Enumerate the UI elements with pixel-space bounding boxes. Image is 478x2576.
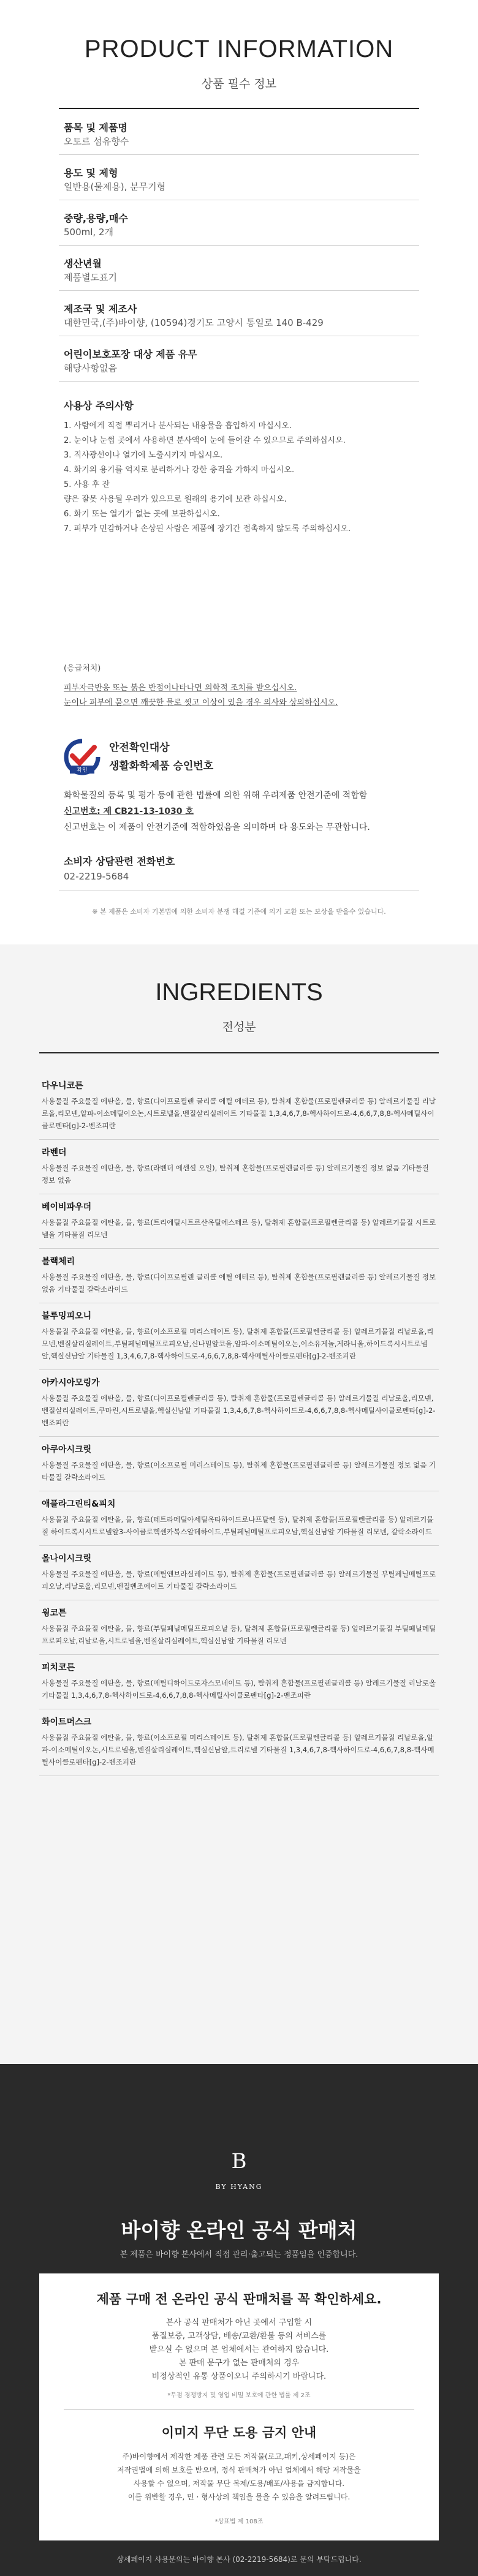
list-item xyxy=(39,1655,439,1709)
ingredient-name: 피치코튼 xyxy=(42,1663,75,1673)
emergency-line: 눈이나 피부에 묻으면 깨끗한 물로 씻고 이상이 있을 경우 의사와 상의하십시오. xyxy=(64,698,338,707)
ingredient-list xyxy=(39,1073,439,1776)
card-heading: 제품 구매 전 온라인 공식 판매처를 꼭 확인하세요. xyxy=(96,2292,382,2307)
list-item xyxy=(39,1546,439,1600)
card-line: 주)바이향에서 제작한 제품 관련 모든 저작물(로고,패키,상세페이지 등)은 xyxy=(122,2452,356,2461)
ingredient-text: 사용물질 주요물질 에탄올, 물, 향료(디이프로필렌 글리콜 에틸 에테르 등), 탈취제 혼합물(프로필렌글리콜 등) 알레르기물질 리날로올,리모넨,알파-이소메틸이오논,시트로넬올,벤질살리실레이트 기타물질 1,3,4,6,7,8-헥사하이드로-4,6,6,7,8,8-헥사메틸사이클로펜타[g]-2-벤조피란 xyxy=(42,1097,436,1130)
ingredients-section xyxy=(0,944,478,2064)
kc-title: 안전확인대상 xyxy=(109,742,170,754)
info-label: 생산년월 xyxy=(64,258,102,269)
ingredient-text: 사용물질 주요물질 에탄올, 물, 향료(이소프로필 미리스테이트 등), 탈취제 혼합물(프로필렌글리콜 등) 알레르기물질 리날로올,리모넨,벤질살리실레이트,부틸페닐메틸프로피오날,신나밀알코올,알파-이소메틸이오논,이소유게놀,게라니올,하이드록시시트로넬알,헥실신남알 기타물질 1,3,4,6,7,8-헥사하이드로-4,6,6,7,8,8-헥사메틸사이클로펜타[g]-2-벤조피란 xyxy=(42,1327,434,1360)
list-item xyxy=(39,1249,439,1303)
kc-report-number: 신고번호: 제 CB21-13-1030 호 xyxy=(64,807,194,816)
brand-logo-text: BY HYANG xyxy=(215,2183,263,2191)
card-line: 품질보증, 고객상담, 배송/교환/환불 등의 서비스를 xyxy=(151,2332,327,2341)
card-line: 본사 공식 판매처가 아닌 곳에서 구입할 시 xyxy=(165,2318,313,2327)
card-note: *상표법 제 108조 xyxy=(214,2518,264,2525)
ingredient-name: 윙코튼 xyxy=(42,1608,67,1618)
card-line: 받으실 수 없으며 본 업체에서는 관여하지 않습니다. xyxy=(149,2345,329,2354)
info-value: 해당사항없음 xyxy=(64,363,117,374)
ingredient-name: 올나이시크릿 xyxy=(42,1554,92,1564)
info-row xyxy=(59,290,419,336)
info-row xyxy=(59,154,419,200)
kc-body xyxy=(64,788,425,835)
card-body xyxy=(39,2316,439,2384)
consumer-phone-label: 소비자 상담관련 전화번호 xyxy=(64,856,175,867)
official-subtitle: 본 제품은 바이향 본사에서 직접 관리·출고되는 정품임을 인증합니다. xyxy=(120,2250,358,2259)
caution-line: 2. 눈이나 눈썹 곳에서 사용하면 분사액이 눈에 들어갈 수 있으므로 주의하십시오. xyxy=(64,436,346,445)
section-subtitle: 전성분 xyxy=(222,1020,256,1034)
caution-list xyxy=(64,419,417,537)
caution-line: 1. 사람에게 직접 뿌리거나 분사되는 내용물을 흡입하지 마십시오. xyxy=(64,421,292,431)
kc-subtitle: 생활화학제품 승인번호 xyxy=(109,760,214,772)
ingredient-name: 블루밍피오니 xyxy=(42,1311,92,1321)
info-label: 중량,용량,매수 xyxy=(64,213,128,224)
kc-mark-text: 확인 xyxy=(77,767,88,774)
ingredient-text: 사용물질 주요물질 에탄올, 물, 향료(라벤더 에센셜 오일), 탈취제 혼합물(프로필렌글리콜 등) 알레르기물질 정보 없음 기타물질 정보 없음 xyxy=(42,1164,429,1184)
ingredient-name: 아카시아모링가 xyxy=(42,1378,100,1388)
ingredient-name: 블랙체리 xyxy=(42,1257,75,1267)
ingredient-text: 사용물질 주요물질 에탄올, 물, 향료(이소프로필 미리스테이트 등), 탈취제 혼합물(프로필렌글리콜 등) 알레르기물질 정보 없음 기타물질 갈락소라이드 xyxy=(42,1461,436,1482)
divider xyxy=(64,2409,414,2410)
footer-text: 상세페이지 사용문의는 바이향 본사 (02-2219-5684)로 문의 부탁드립니다. xyxy=(116,2555,362,2564)
ingredient-text: 사용물질 주요물질 에탄올, 물, 향료(이소프로필 미리스테이트 등), 탈취제 혼합물(프로필렌글리콜 등) 알레르기물질 리날로올,알파-이소메틸이오논,시트로넬올,벤질살리실레이트,헥실신남알,트리로넬 기타물질 1,3,4,6,7,8-헥사하이드로-4,6,6,7,8,8-헥사메틸사이클로펜타[g]-2-벤조피란 xyxy=(42,1733,434,1766)
info-value: 500ml, 2개 xyxy=(64,227,113,238)
emergency-line: 피부자극반응 또는 붉은 반점이나타나면 의학적 조치를 받으십시오. xyxy=(64,684,297,693)
ingredient-text: 사용물질 주요물질 에탄올, 물, 향료(부틸페닐메틸프로피오날 등), 탈취제 혼합물(프로필렌글리콜 등) 알레르기물질 부틸페닐메틸프로피오날,리날로올,시트로넬올,벤질살리실레이트,헥실신남알 기타물질 리모넨 xyxy=(42,1624,436,1645)
caution-line: 4. 화기의 용기를 억지로 분리하거나 강한 충격을 가하지 마십시오. xyxy=(64,465,295,475)
section-title: INGREDIENTS xyxy=(155,979,323,1006)
card-line: 저작권법에 의해 보호를 받으며, 정식 판매처가 아닌 업체에서 해당 저작물을 xyxy=(117,2466,361,2474)
ingredient-text: 사용물질 주요물질 에탄올, 물, 향료(디이프로필렌글리콜 등), 탈취제 혼합물(프로필렌글리콜 등) 알레르기물질 리날로올,리모넨,벤질살리실레이트,쿠마린,시트로넬올,헥실신남알 기타물질 1,3,4,6,7,8-헥사하이드로-4,6,6,7,8,8-헥사메틸사이클로펜타[g]-2-벤조피란 xyxy=(42,1394,436,1427)
info-value: 제품별도표기 xyxy=(64,272,117,283)
divider xyxy=(39,1052,439,1053)
info-label: 용도 및 제형 xyxy=(64,167,118,179)
card-line: 이를 위반할 경우, 민 · 형사상의 책임을 물을 수 있음을 알려드립니다. xyxy=(127,2493,351,2501)
card-note: *무점 경쟁방지 및 영업 비밀 보호에 관한 법률 제 2조 xyxy=(167,2392,311,2399)
kc-line: 화학물질의 등록 및 평가 등에 관한 법률에 의한 위해 우려제품 안전기준에 적합함 xyxy=(64,791,368,800)
kc-safety-mark-icon xyxy=(64,739,101,775)
caution-title: 사용상 주의사항 xyxy=(64,400,134,412)
official-title: 바이향 온라인 공식 판매처 xyxy=(121,2218,357,2242)
info-row xyxy=(59,200,419,246)
svg-text:B: B xyxy=(231,2149,247,2174)
caution-line: 7. 피부가 민감하거나 손상된 사람은 제품에 장기간 접촉하지 않도록 주의하십시오. xyxy=(64,524,351,533)
list-item xyxy=(39,1303,439,1370)
section-title: PRODUCT INFORMATION xyxy=(84,36,394,62)
product-information-section xyxy=(0,0,478,944)
card-body xyxy=(39,2450,439,2504)
ingredient-name: 화이트머스크 xyxy=(42,1717,92,1727)
ingredient-text: 사용물질 주요물질 에탄올, 물, 향료(메틸엔브라실레이트 등), 탈취제 혼합물(프로필렌글리콜 등) 알레르기물질 부틸페닐메틸프로피오날,리날로올,리모넨,벤질벤조에이트 기타물질 갈락소라이드 xyxy=(42,1570,436,1591)
info-label: 어린이보호포장 대상 제품 유무 xyxy=(64,348,197,360)
emergency-title: (응급처치) xyxy=(64,664,101,673)
list-item xyxy=(39,1600,439,1655)
brand-logo-icon xyxy=(211,2144,267,2199)
info-value: 대한민국,(주)바이향, (10594)경기도 고양시 통일로 140 B-429 xyxy=(64,317,324,328)
list-item xyxy=(39,1437,439,1491)
section-subtitle: 상품 필수 정보 xyxy=(201,77,277,91)
card-line: 본 판매 문구가 없는 판매처의 경우 xyxy=(178,2359,300,2368)
ingredient-text: 사용물질 주요물질 에탄올, 물, 향료(트리에틸시트르산옥틸에스테르 등), 탈취제 혼합물(프로필렌글리콜 등) 알레르기물질 시트로넬올 기타물질 리모넨 xyxy=(42,1218,436,1239)
notice-text: ※ 본 제품은 소비자 기본법에 의한 소비자 분쟁 해결 기준에 의거 교환 또는 보상을 받을수 있습니다. xyxy=(92,908,386,916)
list-item xyxy=(39,1194,439,1249)
caution-line: 3. 직사광선이나 열기에 노출시키지 마십시오. xyxy=(64,451,223,460)
info-label: 제조국 및 제조사 xyxy=(64,303,137,315)
emergency-block xyxy=(64,661,417,710)
ingredient-text: 사용물질 주요물질 에탄올, 물, 향료(메틸디하이드로자스모네이트 등), 탈취제 혼합물(프로필렌글리콜 등) 알레르기물질 리날로올 기타물질 1,3,4,6,7,8-헥사하이드로-4,6,6,7,8,8-헥사메틸사이클로펜타[g]-2-벤조피란 xyxy=(42,1679,436,1700)
ingredient-name: 다우니코튼 xyxy=(42,1081,83,1091)
ingredient-text: 사용물질 주요물질 에탄올, 물, 향료(테트라메틸아세틸옥타하이드로나프탈렌 등), 탈취제 혼합물(프로필렌글리콜 등) 알레르기물질 하이드록시시트로넬알3-사이클로헥센카복스알데하이드,부틸페닐메틸프로피오날,헥실신남알 기타물질 리모넨, 갈락소라이드 xyxy=(42,1515,434,1536)
ingredient-name: 아쿠아시크릿 xyxy=(42,1445,92,1455)
notice-card xyxy=(39,2273,439,2540)
kc-line: 신고번호는 이 제품이 안전기준에 적합하였음을 의미하며 타 용도와는 무관합니다. xyxy=(64,823,370,832)
info-value: 오토르 섬유향수 xyxy=(64,136,129,147)
consumer-phone-value: 02-2219-5684 xyxy=(64,871,129,882)
ingredient-name: 베이비파우더 xyxy=(42,1202,92,1212)
list-item xyxy=(39,1140,439,1194)
card-heading: 이미지 무단 도용 금지 안내 xyxy=(161,2425,317,2440)
official-seller-section xyxy=(0,2064,478,2576)
card-line: 비정상적인 유통 상품이오니 주의하시기 바랍니다. xyxy=(151,2372,327,2381)
list-item xyxy=(39,1491,439,1546)
ingredient-name: 애플라그린티&피치 xyxy=(42,1499,116,1509)
caution-line: 량은 잘못 사용될 우려가 있으므로 원래의 용기에 보관 하십시오. xyxy=(64,495,287,504)
info-row xyxy=(59,109,419,155)
list-item xyxy=(39,1370,439,1437)
info-row xyxy=(59,245,419,291)
info-row xyxy=(59,336,419,382)
caution-line: 5. 사용 후 잔 xyxy=(64,480,110,489)
ingredient-text: 사용물질 주요물질 에탄올, 물, 향료(디이프로필렌 글리콜 에틸 에테르 등), 탈취제 혼합물(프로필렌글리콜 등) 알레르기물질 정보 없음 기타물질 갈락소라이드 xyxy=(42,1273,436,1294)
list-item xyxy=(39,1709,439,1776)
caution-line: 6. 화기 또는 열기가 없는 곳에 보관하십시오. xyxy=(64,510,220,519)
ingredient-name: 라벤더 xyxy=(42,1148,67,1158)
list-item xyxy=(39,1073,439,1140)
card-line: 사용할 수 없으며, 저작물 무단 복제/도용/배포/사용을 금지합니다. xyxy=(133,2479,345,2488)
info-label: 품목 및 제품명 xyxy=(64,122,127,134)
info-value: 일반용(물제용), 분무기형 xyxy=(64,181,166,192)
